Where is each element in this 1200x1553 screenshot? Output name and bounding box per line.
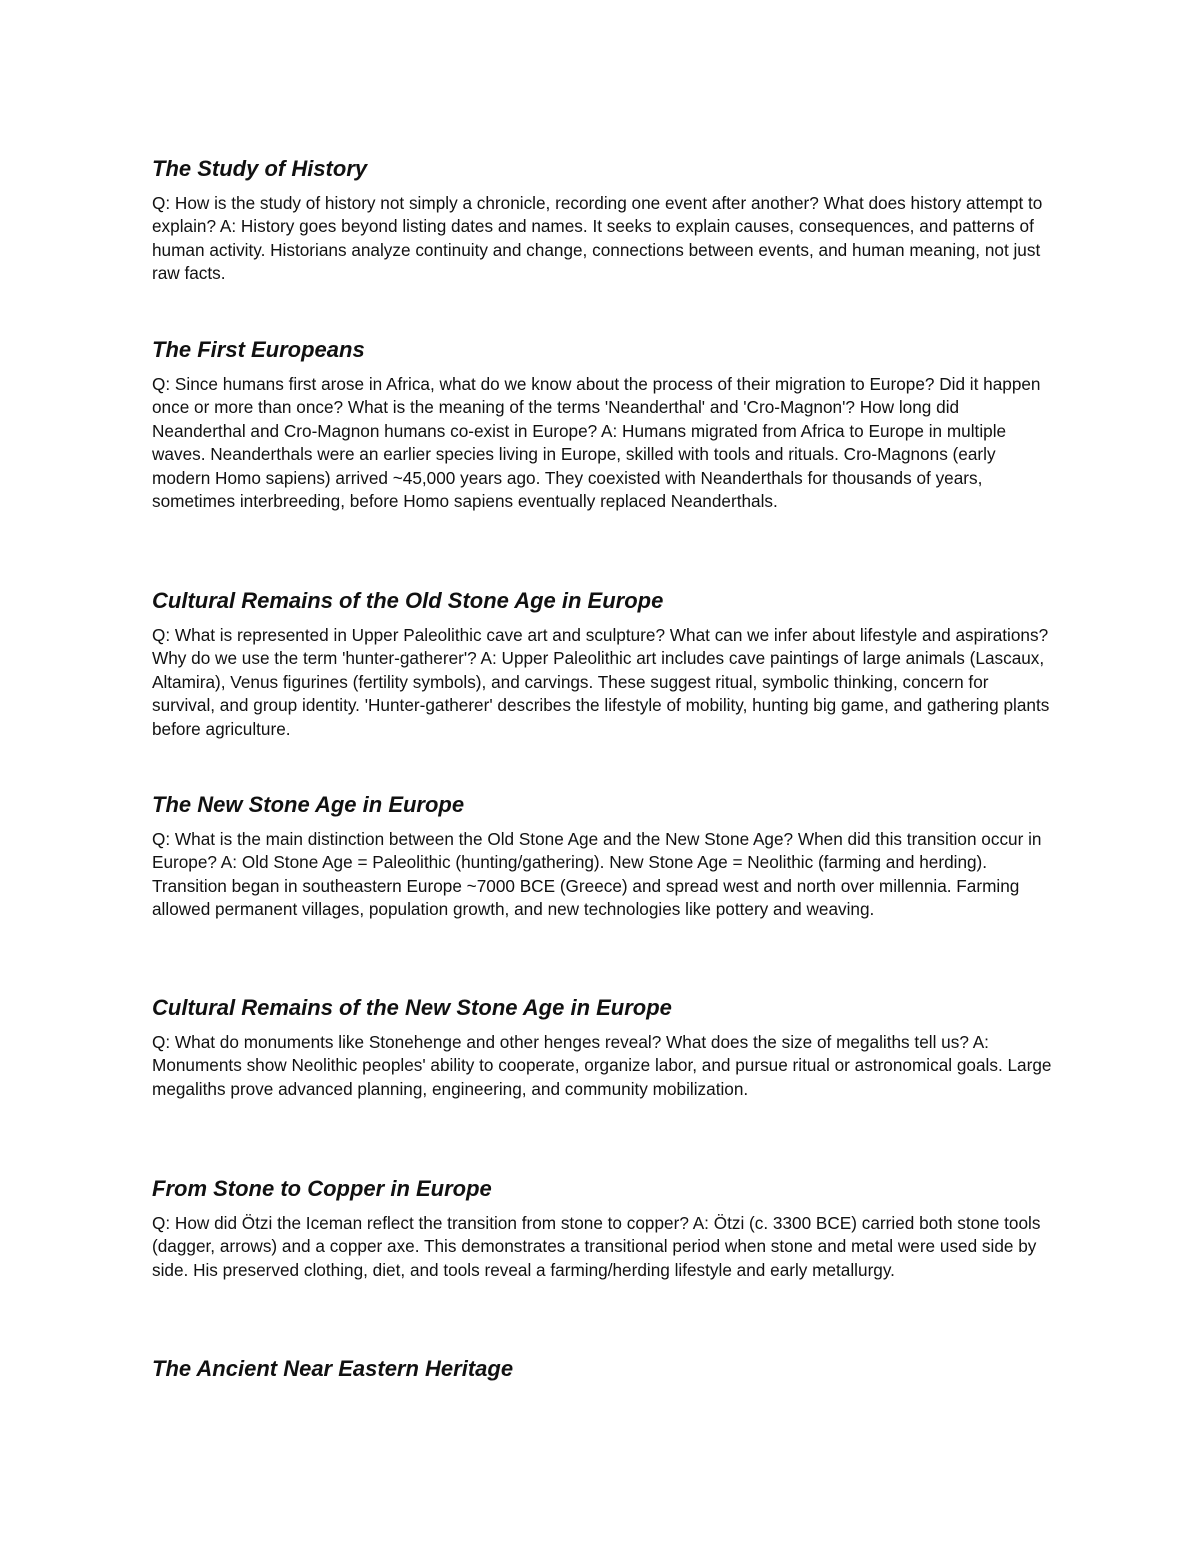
section-near-eastern-heritage [152,1354,513,1392]
section-old-stone-age-remains [152,586,1052,741]
section-new-stone-age [152,790,1052,922]
section-heading: From Stone to Copper in Europe [152,1176,492,1201]
section-paragraph: Q: What is represented in Upper Paleolithic cave art and sculpture? What can we infer about lifestyle and aspirations? Why do we use the term 'hunter-gatherer'? A: Upper Paleolithic art includes cave paintings of large animals (Lascaux, Altamira), Venus figurines (fertility symbols), and carvings. These suggest ritual, symbolic thinking, concern for survival, and group identity. 'Hunter-gatherer' describes the lifestyle of mobility, hunting big game, and gathering plants before agriculture. [152,625,1050,739]
section-heading: The New Stone Age in Europe [152,792,465,817]
section-paragraph: Q: What do monuments like Stonehenge and other henges reveal? What does the size of megaliths tell us? A: Monuments show Neolithic peoples' ability to cooperate, organize labor, and pursue ritual or astronomical goals. Large megaliths prove advanced planning, engineering, and community mobilization. [152,1032,1052,1099]
section-heading: Cultural Remains of the New Stone Age in Europe [152,995,672,1020]
section-heading: Cultural Remains of the Old Stone Age in Europe [152,588,664,613]
section-paragraph: Q: How did Ötzi the Iceman reflect the transition from stone to copper? A: Ötzi (c. 3300 BCE) carried both stone tools (dagger, arrows) and a copper axe. This demonstrates a transitional period when stone and metal were used side by side. His preserved clothing, diet, and tools reveal a farming/herding lifestyle and early metallurgy. [152,1213,1041,1280]
section-stone-to-copper [152,1174,1052,1282]
section-heading: The Study of History [152,156,368,181]
section-new-stone-age-remains [152,993,1052,1101]
section-paragraph: Q: What is the main distinction between the Old Stone Age and the New Stone Age? When did this transition occur in Europe? A: Old Stone Age = Paleolithic (hunting/gathering). New Stone Age = Neolithic (farming and herding). Transition began in southeastern Europe ~7000 BCE (Greece) and spread west and north over millennia. Farming allowed permanent villages, population growth, and new technologies like pottery and weaving. [152,829,1042,920]
section-study-of-history [152,154,1052,286]
section-heading: The Ancient Near Eastern Heritage [152,1356,514,1381]
section-first-europeans [152,335,1052,513]
section-heading: The First Europeans [152,337,365,362]
section-paragraph: Q: Since humans first arose in Africa, what do we know about the process of their migration to Europe? Did it happen once or more than once? What is the meaning of the terms 'Neanderthal' and 'Cro-Magnon'? How long did Neanderthal and Cro-Magnon humans co-exist in Europe? A: Humans migrated from Africa to Europe in multiple waves. Neanderthals were an earlier species living in Europe, skilled with tools and rituals. Cro-Magnons (early modern Homo sapiens) arrived ~45,000 years ago. They coexisted with Neanderthals for thousands of years, sometimes interbreeding, before Homo sapiens eventually replaced Neanderthals. [152,374,1041,512]
section-paragraph: Q: How is the study of history not simply a chronicle, recording one event after another? What does history attempt to explain? A: History goes beyond listing dates and names. It seeks to explain causes, consequences, and patterns of human activity. Historians analyze continuity and change, connections between events, and human meaning, not just raw facts. [152,193,1043,284]
